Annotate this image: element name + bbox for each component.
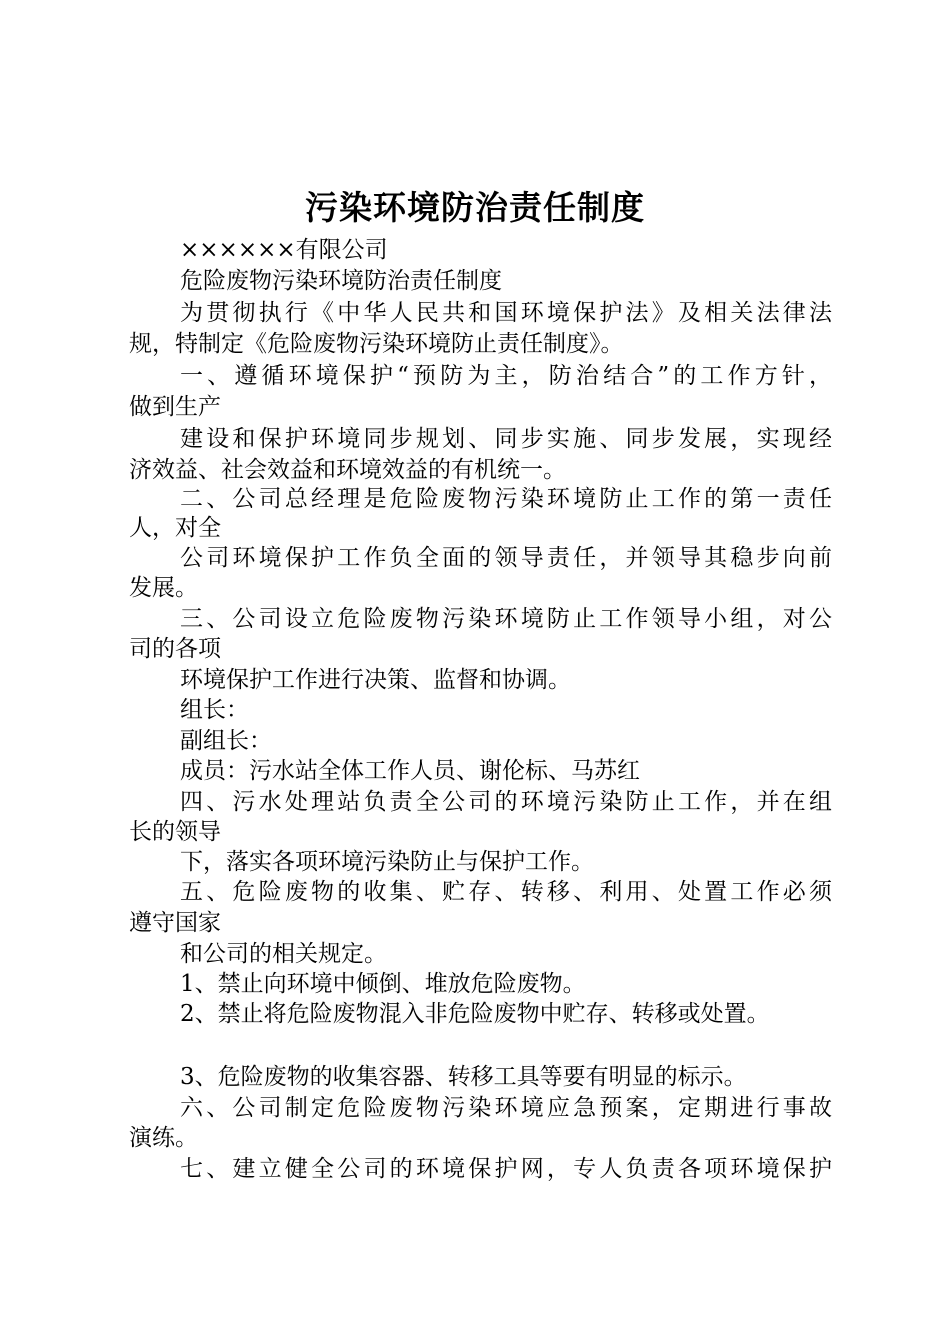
paragraph-line: 环境保护工作进行决策、监督和协调。 (180, 667, 571, 693)
paragraph-line: 演练。 (129, 1125, 198, 1151)
list-item: 1、禁止向环境中倾倒、堆放危险废物。 (180, 971, 586, 997)
paragraph-line: 济效益、社会效益和环境效益的有机统一。 (129, 457, 566, 483)
paragraph-line: 长的领导 (129, 819, 221, 845)
paragraph-line: 四、污水处理站负责全公司的环境污染防止工作，并在组 (180, 789, 832, 815)
leader-line: 组长： (180, 697, 249, 723)
paragraph-line: 和公司的相关规定。 (180, 941, 387, 967)
list-item: 3、危险废物的收集容器、转移工具等要有明显的标示。 (180, 1064, 747, 1090)
paragraph-line: 三、公司设立危险废物污染环境防止工作领导小组，对公 (180, 606, 832, 632)
document-title: 污染环境防治责任制度 (305, 188, 645, 227)
paragraph-line: 一、遵循环境保护“预防为主，防治结合”的工作方针， (180, 363, 832, 389)
paragraph-line: 建设和保护环境同步规划、同步实施、同步发展，实现经 (180, 426, 832, 452)
list-item: 2、禁止将危险废物混入非危险废物中贮存、转移或处置。 (180, 1001, 770, 1027)
paragraph-line: 发展。 (129, 575, 198, 601)
paragraph-line: 六、公司制定危险废物污染环境应急预案，定期进行事故 (180, 1095, 832, 1121)
paragraph-line: 五、危险废物的收集、贮存、转移、利用、处置工作必须 (180, 879, 832, 905)
paragraph-line: 人，对全 (129, 515, 221, 541)
paragraph-line: 七、建立健全公司的环境保护网，专人负责各项环境保护 (180, 1156, 832, 1182)
paragraph-line: 为贯彻执行《中华人民共和国环境保护法》及相关法律法 (180, 300, 832, 326)
paragraph-line: 规，特制定《危险废物污染环境防止责任制度》。 (129, 331, 624, 357)
paragraph-line: 下，落实各项环境污染防止与保护工作。 (180, 849, 594, 875)
deputy-leader-line: 副组长： (180, 728, 272, 754)
paragraph-line: 遵守国家 (129, 910, 221, 936)
paragraph-line: 公司环境保护工作负全面的领导责任，并领导其稳步向前 (180, 545, 832, 571)
paragraph-line: 司的各项 (129, 636, 221, 662)
company-name-line: ××××××有限公司 (180, 237, 388, 263)
subtitle-line: 危险废物污染环境防治责任制度 (180, 268, 502, 294)
members-line: 成员：污水站全体工作人员、谢伦标、马苏红 (180, 758, 640, 784)
paragraph-line: 做到生产 (129, 394, 221, 420)
paragraph-line: 二、公司总经理是危险废物污染环境防止工作的第一责任 (180, 486, 832, 512)
